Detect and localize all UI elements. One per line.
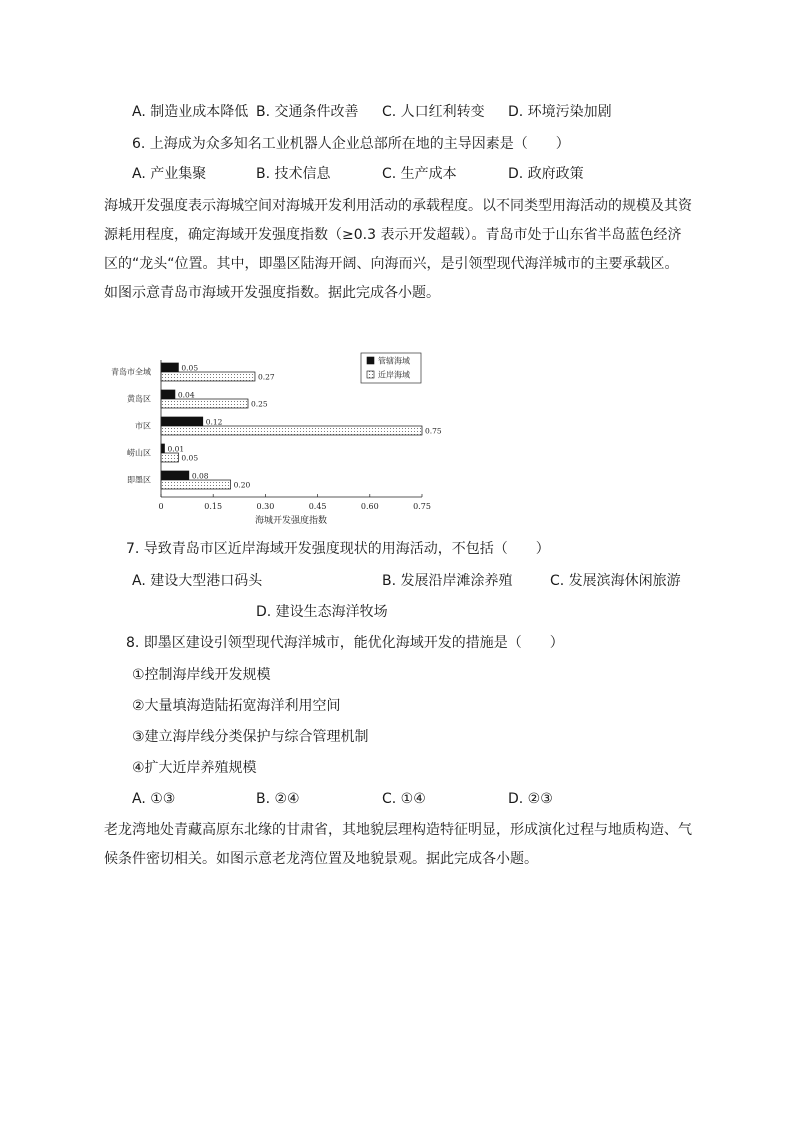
chart-value-label: 0.01 (167, 444, 185, 454)
bar-jurisdiction (161, 363, 178, 372)
bar-nearshore (161, 372, 255, 381)
chart-x-tick-label: 0 (158, 502, 164, 511)
bar-jurisdiction (161, 471, 189, 480)
q7-stem: 7. 导致青岛市区近岸海域开发强度现状的用海活动，不包括（ ） (126, 541, 550, 557)
q8-option-b: B. ②④ (256, 791, 300, 807)
q6-option-b: B. 技术信息 (256, 166, 331, 182)
q8-option-c: C. ①④ (382, 791, 426, 807)
q5-option-a: A. 制造业成本降低 (132, 104, 249, 120)
q5-option-c: C. 人口红利转变 (382, 104, 485, 120)
q6-option-c: C. 生产成本 (382, 166, 457, 182)
bar-jurisdiction (161, 417, 203, 426)
passage-qingdao: 海城开发强度表示海城空间对海城开发利用活动的承载程度。以不同类型用海活动的规模及其资源耗用程度，确定海域开发强度指数（≥0.3 表示开发超载）。青岛市处于山东省半岛蓝色经济区的“龙头“位置。其中，即墨区陆海开阔、向海而兴，是引领型现代海洋城市的主要承载区。如图示意青岛市海域开发强度指数。据此完成各小题。 (104, 198, 692, 301)
q7-option-d: D. 建设生态海洋牧场 (256, 604, 388, 620)
chart-value-label: 0.08 (191, 471, 209, 481)
q5-option-b: B. 交通条件改善 (256, 104, 359, 120)
chart-category-label: 崂山区 (127, 448, 151, 458)
q6-option-a: A. 产业集聚 (132, 166, 207, 182)
q8-option-d: D. ②③ (508, 791, 553, 807)
chart-value-label: 0.75 (425, 426, 442, 436)
bar-jurisdiction (161, 444, 164, 453)
chart-category-label: 黄岛区 (127, 394, 151, 404)
chart-category-label: 市区 (135, 421, 151, 431)
legend-label-nearshore: 近岸海域 (378, 370, 410, 380)
q7-option-a: A. 建设大型港口码头 (132, 573, 263, 589)
q7-option-c: C. 发展滨海休闲旅游 (550, 573, 681, 589)
bar-nearshore (161, 399, 248, 408)
q5-option-d: D. 环境污染加剧 (508, 104, 612, 120)
chart-category-label: 青岛市全域 (111, 367, 151, 377)
q8-option-a: A. ①③ (132, 791, 176, 807)
legend-swatch-jurisdiction (367, 357, 374, 364)
chart-value-label: 0.05 (181, 453, 199, 463)
chart-value-label: 0.04 (177, 390, 195, 400)
chart-value-label: 0.20 (233, 480, 251, 490)
bar-nearshore (161, 480, 231, 489)
chart-legend (361, 353, 421, 383)
bar-nearshore (161, 426, 422, 435)
q8-item-4: ④扩大近岸养殖规模 (132, 760, 257, 776)
q6-option-d: D. 政府政策 (508, 166, 584, 182)
chart-x-tick-label: 0.60 (360, 502, 379, 511)
chart-category-label: 即墨区 (127, 475, 151, 485)
chart-x-tick-label: 0.45 (308, 502, 327, 511)
chart-value-label: 0.12 (205, 417, 223, 427)
q8-stem: 8. 即墨区建设引领型现代海洋城市，能优化海域开发的措施是（ ） (126, 635, 564, 651)
q8-item-3: ③建立海岸线分类保护与综合管理机制 (132, 729, 369, 745)
chart-x-tick-label: 0.30 (256, 502, 275, 511)
chart-category-labels (111, 367, 151, 485)
passage-laolongwan: 老龙湾地处青藏高原东北缘的甘肃省，其地貌层理构造特征明显，形成演化过程与地质构造、气候条件密切相关。如图示意老龙湾位置及地貌景观。据此完成各小题。 (104, 822, 692, 867)
chart-value-label: 0.25 (251, 399, 268, 409)
q6-stem: 6. 上海成为众多知名工业机器人企业总部所在地的主导因素是（ ） (132, 136, 570, 152)
chart-x-ticks (158, 494, 430, 511)
chart-value-label: 0.27 (257, 372, 275, 382)
bar-jurisdiction (161, 390, 175, 399)
q8-item-2: ②大量填海造陆拓宽海洋利用空间 (132, 698, 341, 714)
chart-x-tick-label: 0.15 (204, 502, 223, 511)
legend-swatch-nearshore (367, 371, 374, 378)
q7-option-b: B. 发展沿岸滩涂养殖 (382, 573, 513, 589)
chart-x-tick-label: 0.75 (413, 502, 431, 511)
bar-nearshore (161, 453, 178, 462)
sea-development-chart (95, 352, 445, 530)
chart-x-axis-title: 海城开发强度指数 (254, 516, 328, 526)
chart-value-label: 0.05 (181, 363, 199, 373)
legend-label-jurisdiction: 管辖海域 (378, 356, 410, 366)
q8-item-1: ①控制海岸线开发规模 (132, 667, 271, 683)
